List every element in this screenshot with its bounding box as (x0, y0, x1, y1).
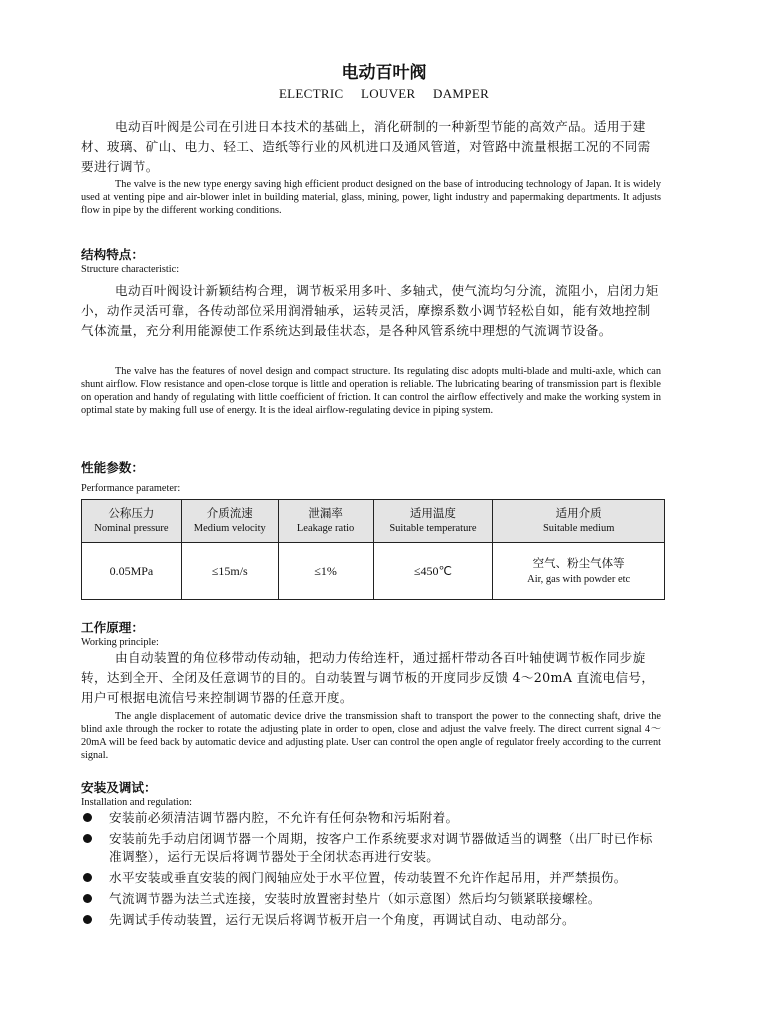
structure-heading-cn: 结构特点： (81, 247, 144, 262)
structure-section (81, 247, 661, 276)
list-item-text: 先调试手传动装置，运行无误后将调节板开启一个角度，再调试自动、电动部分。 (109, 912, 575, 927)
structure-text-en: The valve has the features of novel design and compact structure. Its regulating disc adopts multi-blade and multi-axle, which can shunt airflow. Flow resistance and open-close torque is little and operation is reliable. The lubricating bearing of transmission part is flexible on operation and handy of regulating with little coefficient of friction. It can control the airflow effectively and make the working system in optimal state by making full use of energy. It is the ideal airflow-regulating device in piping system. (81, 366, 661, 416)
installation-bullet-list (81, 809, 661, 929)
intro-section (81, 117, 661, 177)
table-header-row (82, 500, 665, 543)
structure-body (81, 281, 661, 341)
cell-temperature: ≤450℃ (373, 543, 493, 600)
performance-table (81, 499, 665, 600)
header-cn: 泄漏率 (308, 506, 343, 520)
cell-medium (493, 543, 665, 600)
list-item (81, 869, 661, 887)
intro-text-cn: 电动百叶阀是公司在引进日本技术的基础上，消化研制的一种新型节能的高效产品。适用于建材、玻璃、矿山、电力、轻工、造纸等行业的风机进口及通风管道，对管路中流量根据工况的不同需要进行调节。 (81, 119, 651, 174)
header-medium-velocity (181, 500, 278, 543)
bullet-icon (83, 873, 92, 882)
header-nominal-pressure (82, 500, 182, 543)
header-en: Suitable temperature (389, 523, 477, 534)
document-title-en: ELECTRIC LOUVER DAMPER (278, 86, 490, 101)
document-title-cn: 电动百叶阀 (341, 63, 427, 83)
header-cn: 介质流速 (206, 506, 253, 520)
cell-velocity: ≤15m/s (181, 543, 278, 600)
bullet-icon (83, 915, 92, 924)
header-suitable-temperature (373, 500, 493, 543)
header-cn: 适用介质 (555, 506, 602, 520)
working-text-en: The angle displacement of automatic device drive the transmission shaft to transport the power to the connecting shaft, drive the blind axle through the rocker to rotate the adjusting plate in order to open, close and adjust the valve freely. The direct current signal 4～20mA will be feed back by automatic device and adjusting plate. User can control the open angle of regulator freely according to the current signal. (81, 711, 661, 761)
installation-heading-cn: 安装及调试： (81, 780, 157, 795)
list-item-text: 水平安装或垂直安装的阀门阀轴应处于水平位置，传动装置不允许作起吊用，并严禁损伤。 (109, 870, 627, 885)
header-en: Leakage ratio (296, 523, 355, 534)
table-row (82, 543, 665, 600)
bullet-icon (83, 894, 92, 903)
bullet-icon (83, 834, 92, 843)
list-item (81, 911, 661, 929)
list-item-text: 安装前先手动启闭调节器一个周期，按客户工作系统要求对调节器做适当的调整（出厂时已作标准调整），运行无误后将调节器处于全闭状态再进行安装。 (109, 831, 653, 864)
header-cn: 适用温度 (409, 506, 456, 520)
structure-heading-en: Structure characteristic: (81, 264, 180, 275)
header-cn: 公称压力 (108, 506, 155, 520)
header-leakage-ratio (278, 500, 373, 543)
list-item (81, 830, 661, 866)
performance-section (81, 460, 661, 495)
working-section (81, 620, 661, 649)
bullet-icon (83, 813, 92, 822)
list-item (81, 809, 661, 827)
working-heading-cn: 工作原理： (81, 620, 144, 635)
installation-heading-en: Installation and regulation: (81, 797, 192, 808)
header-suitable-medium (493, 500, 665, 543)
structure-text-cn: 电动百叶阀设计新颖结构合理，调节板采用多叶、多轴式，使气流均匀分流，流阻小，启闭力矩小，动作灵活可靠，各传动部位采用润滑轴承，运转灵活，摩擦系数小调节轻松自如，能有效地控制气体流量，充分利用能源使工作系统达到最佳状态，是各种风管系统中理想的气流调节设备。 (81, 283, 659, 338)
cell-leakage: ≤1% (278, 543, 373, 600)
medium-cn: 空气、粉尘气体等 (532, 556, 625, 570)
working-body-en (81, 710, 661, 762)
list-item-text: 安装前必须清洁调节器内腔，不允许有任何杂物和污垢附着。 (109, 810, 459, 825)
working-body (81, 648, 661, 708)
header-en: Suitable medium (542, 523, 615, 534)
performance-heading-cn: 性能参数： (81, 460, 144, 475)
header-en: Medium velocity (193, 523, 266, 534)
structure-body-en (81, 365, 661, 417)
list-item-text: 气流调节器为法兰式连接，安装时放置密封垫片（如示意图）然后均匀锁紧联接螺栓。 (109, 891, 601, 906)
installation-section (81, 780, 661, 809)
header-en: Nominal pressure (94, 523, 169, 534)
list-item (81, 890, 661, 908)
medium-en: Air, gas with powder etc (527, 574, 631, 585)
intro-section-en (81, 178, 661, 217)
cell-pressure: 0.05MPa (82, 543, 182, 600)
working-text-cn: 由自动装置的角位移带动传动轴，把动力传给连杆，通过摇杆带动各百叶轴使调节板作同步旋转，达到全开、全闭及任意调节的目的。自动装置与调节板的开度同步反馈 4～20mA 直流电信号，用户可根据电流信号来控制调节器的任意开度。 (81, 650, 655, 705)
working-heading-en: Working principle: (81, 637, 159, 648)
performance-heading-en: Performance parameter: (81, 483, 181, 494)
intro-text-en: The valve is the new type energy saving high efficient product designed on the base of introducing technology of Japan. It is widely used at venting pipe and air-blower inlet in building material, glass, mining, power, light industry and papermaking departments. It adjusts flow in pipe by the different working conditions. (81, 179, 661, 216)
installation-list (81, 809, 661, 932)
